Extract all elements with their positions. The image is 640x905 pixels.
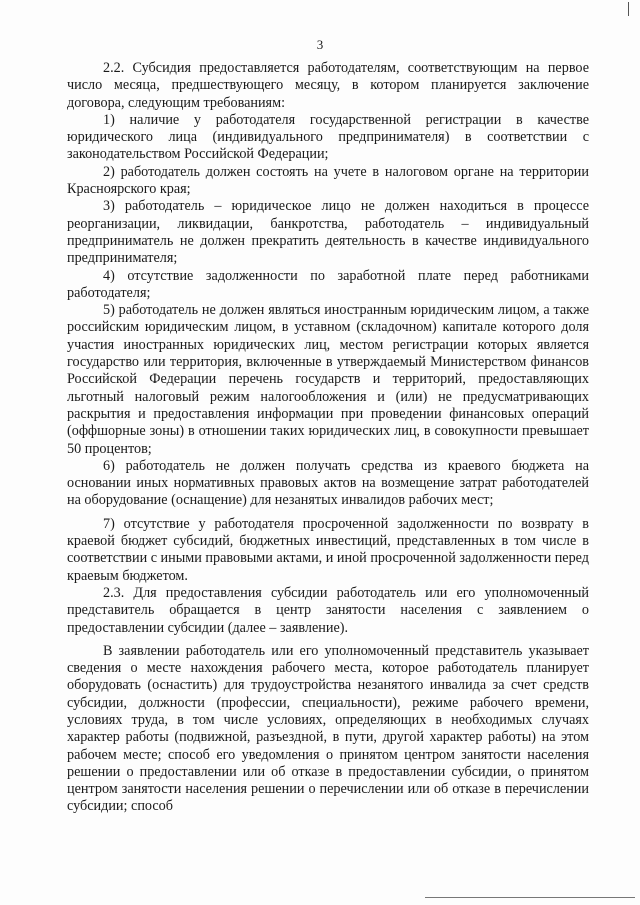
requirement-3: 3) работодатель – юридическое лицо не должен находиться в процессе реорганизации, ликвидации, банкротства, работодатель – индивидуальный предприниматель не должен прекратить деятельность в качестве индивидуального предпринимателя;	[67, 198, 589, 267]
requirement-5: 5) работодатель не должен являться иностранным юридическим лицом, а также российским юридическим лицом, в уставном (складочном) капитале которого доля участия иностранных юридических лиц, местом регистрации которых является государство или территория, включенные в утверждаемый Министерством финансов Российской Федерации перечень государств и территорий, предоставляющих льготный налоговый режим налогообложения и (или) не предусматривающих раскрытия и предоставления информации при проведении финансовых операций (оффшорные зоны) в отношении таких юридических лиц, в совокупности превышает 50 процентов;	[67, 302, 589, 457]
scan-corner-mark	[628, 2, 629, 16]
requirement-1: 1) наличие у работодателя государственной регистрации в качестве юридического лица (индивидуального предпринимателя) в соответствии с законодательством Российской Федерации;	[67, 111, 589, 163]
requirement-4: 4) отсутствие задолженности по заработной плате перед работниками работодателя;	[67, 267, 589, 301]
application-details-paragraph: В заявлении работодатель или его уполномоченный представитель указывает сведения о месте нахождения рабочего места, которое работодатель планирует оборудовать (оснастить) для трудоустройства незанятого инвалида за счет средств субсидии, должности (профессии, специальности), режиме рабочего времени, условиях труда, в том числе условиях, определяющих в необходимых случаях характер работы (подвижной, разъездной, в пути, другой характер работы) на этом рабочем месте; способ его уведомления о принятом центром занятости населения решении о предоставлении или об отказе в предоставлении субсидии, о принятом центром занятости населения решении о перечислении или об отказе в перечислении субсидии; способ	[67, 642, 589, 815]
page-number: 3	[316, 37, 324, 52]
paragraph-2-2: 2.2. Субсидия предоставляется работодателям, соответствующим на первое число месяца, предшествующего месяцу, в котором планируется заключение договора, следующим требованиям:	[67, 60, 589, 111]
document-body	[67, 60, 589, 816]
requirement-2: 2) работодатель должен состоять на учете в налоговом органе на территории Красноярского края;	[67, 163, 589, 198]
requirement-6: 6) работодатель не должен получать средства из краевого бюджета на основании иных нормативных правовых актов на возмещение затрат работодателей на оборудование (оснащение) для незанятых инвалидов рабочих мест;	[67, 457, 589, 509]
requirement-7: 7) отсутствие у работодателя просроченной задолженности по возврату в краевой бюджет субсидий, бюджетных инвестиций, представленных в том числе в соответствии с иными правовыми актами, и иной просроченной задолженности перед краевым бюджетом.	[67, 515, 590, 584]
paragraph-2-3: 2.3. Для предоставления субсидии работодатель или его уполномоченный представитель обращается в центр занятости населения с заявлением о предоставлении субсидии (далее – заявление).	[67, 584, 589, 636]
scan-bottom-rule	[425, 897, 635, 898]
